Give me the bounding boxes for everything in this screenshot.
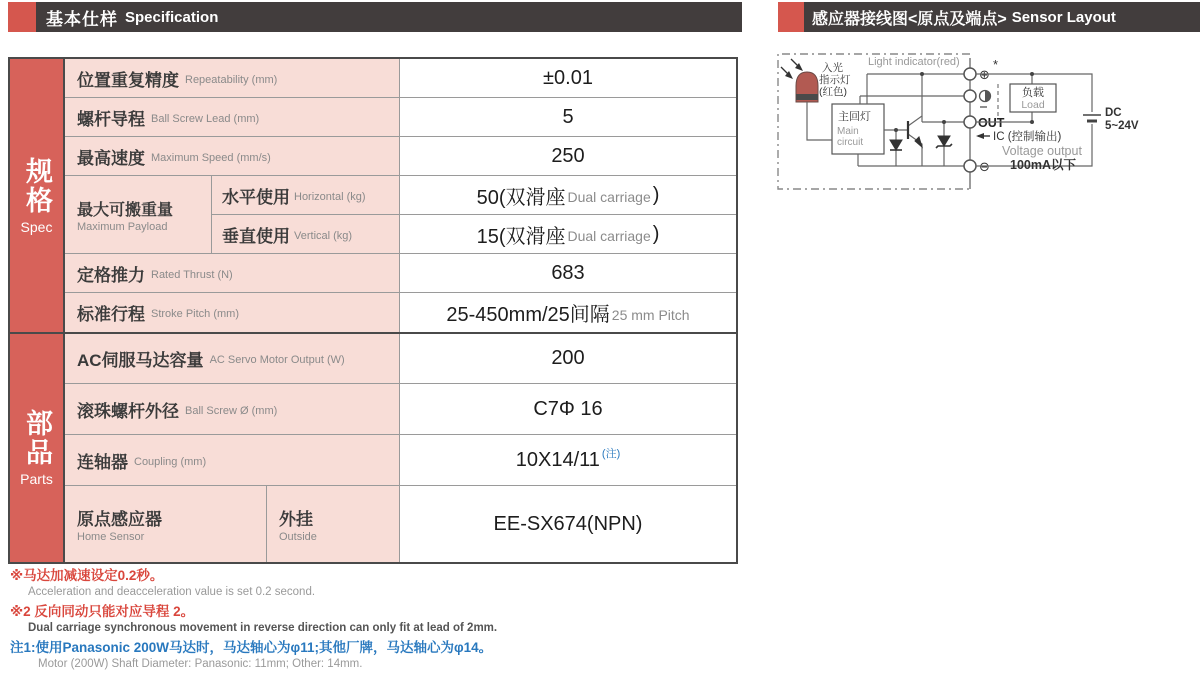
- label-cn: AC伺服马达容量: [77, 351, 204, 370]
- table-row-max-payload: [65, 176, 736, 254]
- footnote-cn: ※2 反向同动只能对应导程 2。: [10, 604, 195, 619]
- label-cn: 垂直使用: [222, 226, 290, 246]
- label-cn: 原点感应器: [77, 510, 162, 529]
- table-row-payload-horizontal: [212, 176, 736, 215]
- spec-group-section: [10, 59, 736, 332]
- spec-group-label-en: Spec: [20, 218, 53, 235]
- value-small: 25 mm Pitch: [611, 306, 690, 323]
- out-terminal-label: OUT: [978, 116, 1005, 130]
- light-label-cn-3: (红色): [819, 86, 847, 98]
- row-label: [65, 293, 400, 332]
- value-main: 25-450mm/25间隔: [446, 304, 610, 326]
- row-label: [65, 384, 400, 434]
- sensor-header-title-cn: 感应器接线图<原点及端点>: [812, 10, 1007, 28]
- label-cn: 最大可搬重量: [77, 201, 174, 219]
- minus-terminal-label: ⊖: [979, 159, 990, 174]
- row-value: 200: [551, 347, 585, 369]
- row-label: [65, 137, 400, 175]
- lamp-icon: [980, 91, 991, 108]
- label-en: Rated Thrust (N): [151, 268, 233, 281]
- value-main: 15(双滑座: [476, 225, 566, 248]
- load-label-en: Load: [1021, 99, 1045, 111]
- main-circuit-label-cn: 主回灯: [838, 111, 871, 123]
- row-label: [65, 59, 400, 97]
- value-close: ): [652, 183, 660, 206]
- row-value: 5: [562, 105, 574, 128]
- table-row-coupling: [65, 435, 736, 486]
- label-cn: 定格推力: [77, 265, 145, 285]
- light-indicator-label-en: Light indicator(red): [868, 56, 960, 68]
- label-cn: 位置重复精度: [77, 70, 179, 90]
- row-label: [65, 486, 267, 562]
- row-label: [212, 176, 400, 214]
- plus-terminal-label: ⊕: [979, 67, 990, 82]
- table-row-stroke: [65, 293, 736, 332]
- row-value: 683: [551, 261, 585, 284]
- ic-arrow-icon: [976, 133, 990, 139]
- voltage-limit-label: 100mA以下: [1010, 158, 1076, 172]
- label-cn: 连轴器: [77, 452, 128, 472]
- label-en: Ball Screw Ø (mm): [185, 404, 278, 417]
- sensor-header-title-en: Sensor Layout: [1011, 8, 1116, 26]
- row-label: [65, 435, 400, 485]
- sensor-wiring-svg: [772, 44, 1200, 204]
- value-small: Dual carriage: [567, 228, 651, 244]
- value-small: Dual carriage: [567, 189, 651, 205]
- label-en: Stroke Pitch (mm): [151, 308, 240, 320]
- diode-symbols: [890, 136, 952, 150]
- label-cn: 最高速度: [77, 148, 145, 168]
- label-en: Repeatability (mm): [185, 73, 278, 86]
- parts-group-cell: [10, 334, 65, 562]
- spec-header-bar: [36, 2, 742, 32]
- spec-group-label-cn: 规格: [22, 156, 52, 215]
- footnote-cn: 注1:使用Panasonic 200W马达时，马达轴心为φ11;其他厂牌，马达轴心为φ14。: [10, 640, 493, 655]
- spec-section-header: [8, 2, 742, 32]
- footnote-en: Acceleration and deacceleration value is set 0.2 second.: [28, 586, 316, 598]
- table-row-ball-screw-lead: [65, 98, 736, 137]
- label-en: AC Servo Motor Output (W): [209, 354, 345, 366]
- junction-dots: [894, 72, 946, 132]
- parts-group-label-cn: 部品: [22, 409, 52, 467]
- row-label: [212, 215, 400, 253]
- specification-table: [8, 57, 738, 564]
- row-value: [400, 176, 736, 214]
- spec-header-title-cn: 基本仕样: [46, 9, 118, 29]
- table-row-rated-thrust: [65, 254, 736, 293]
- light-label-cn-2: 指示灯: [819, 74, 851, 86]
- mount-label: [267, 486, 400, 562]
- row-value: 250: [551, 144, 585, 167]
- footnotes: [10, 567, 755, 675]
- label-cn: 螺杆导程: [77, 109, 145, 129]
- dc-label: DC: [1105, 107, 1122, 119]
- light-label-cn-1: 入光: [822, 62, 843, 74]
- load-label-cn: 负载: [1022, 87, 1044, 99]
- main-circuit-label-en-2: circuit: [837, 137, 864, 148]
- label-en: Maximum Payload: [77, 220, 168, 233]
- label-en: Maximum Speed (mm/s): [151, 151, 271, 164]
- label-cn: 标准行程: [77, 305, 145, 324]
- main-circuit-label-en-1: Main: [837, 126, 859, 137]
- sensor-header-bar: [804, 2, 1200, 32]
- label-cn: 外挂: [279, 510, 313, 529]
- row-value: ±0.01: [543, 66, 593, 89]
- label-cn: 水平使用: [222, 187, 290, 207]
- red-accent-square: [8, 2, 36, 32]
- label-en: Vertical (kg): [294, 229, 353, 242]
- label-en: Coupling (mm): [134, 455, 207, 468]
- asterisk-mark: *: [993, 57, 999, 72]
- table-row-home-sensor: [65, 486, 736, 562]
- payload-group-label: [65, 176, 212, 253]
- battery-icon: [1083, 115, 1101, 121]
- ic-output-label: IC (控制输出): [993, 131, 1062, 143]
- parts-group-label-en: Parts: [20, 471, 53, 487]
- parts-group-section: [10, 332, 736, 562]
- row-value: [400, 215, 736, 253]
- table-row-repeatability: [65, 59, 736, 98]
- footnote-en: Motor (200W) Shaft Diameter: Panasonic: 11mm; Other: 14mm.: [38, 658, 363, 670]
- row-value: [400, 293, 736, 332]
- row-value: [400, 435, 736, 485]
- table-row-payload-vertical: [212, 215, 736, 253]
- value-footnote-ref: (注): [601, 448, 621, 460]
- row-label: [65, 98, 400, 136]
- footnote-3: [10, 639, 755, 672]
- table-row-ball-screw-od: [65, 384, 736, 435]
- row-label: [65, 254, 400, 292]
- label-en: Home Sensor: [77, 531, 145, 543]
- row-label: [65, 334, 400, 383]
- footnote-cn: ※马达加减速设定0.2秒。: [10, 568, 164, 583]
- label-cn: 滚珠螺杆外径: [77, 401, 179, 421]
- row-value: EE-SX674(NPN): [493, 512, 643, 535]
- spec-header-title-en: Specification: [125, 8, 219, 26]
- row-value: C7Φ 16: [533, 397, 603, 420]
- value-main: 50(双滑座: [476, 186, 566, 209]
- value-close: ): [652, 222, 660, 245]
- footnote-2: [10, 603, 755, 636]
- table-row-max-speed: [65, 137, 736, 176]
- sensor-wiring-diagram: [772, 44, 1200, 204]
- led-icon: [781, 59, 818, 102]
- sensor-section-header: [778, 2, 1200, 32]
- label-en: Horizontal (kg): [294, 190, 366, 203]
- red-accent-square: [778, 2, 804, 32]
- label-en: Ball Screw Lead (mm): [151, 112, 260, 125]
- dc-voltage-label: 5~24V: [1105, 120, 1139, 132]
- label-en: Outside: [279, 531, 317, 543]
- voltage-output-label: Voltage output: [1002, 144, 1082, 158]
- value-main: 10X14/11: [515, 448, 600, 471]
- table-row-servo-output: [65, 334, 736, 384]
- footnote-en: Dual carriage synchronous movement in reverse direction can only fit at lead of 2mm.: [28, 622, 498, 634]
- footnote-1: [10, 567, 755, 600]
- spec-group-cell: [10, 59, 65, 332]
